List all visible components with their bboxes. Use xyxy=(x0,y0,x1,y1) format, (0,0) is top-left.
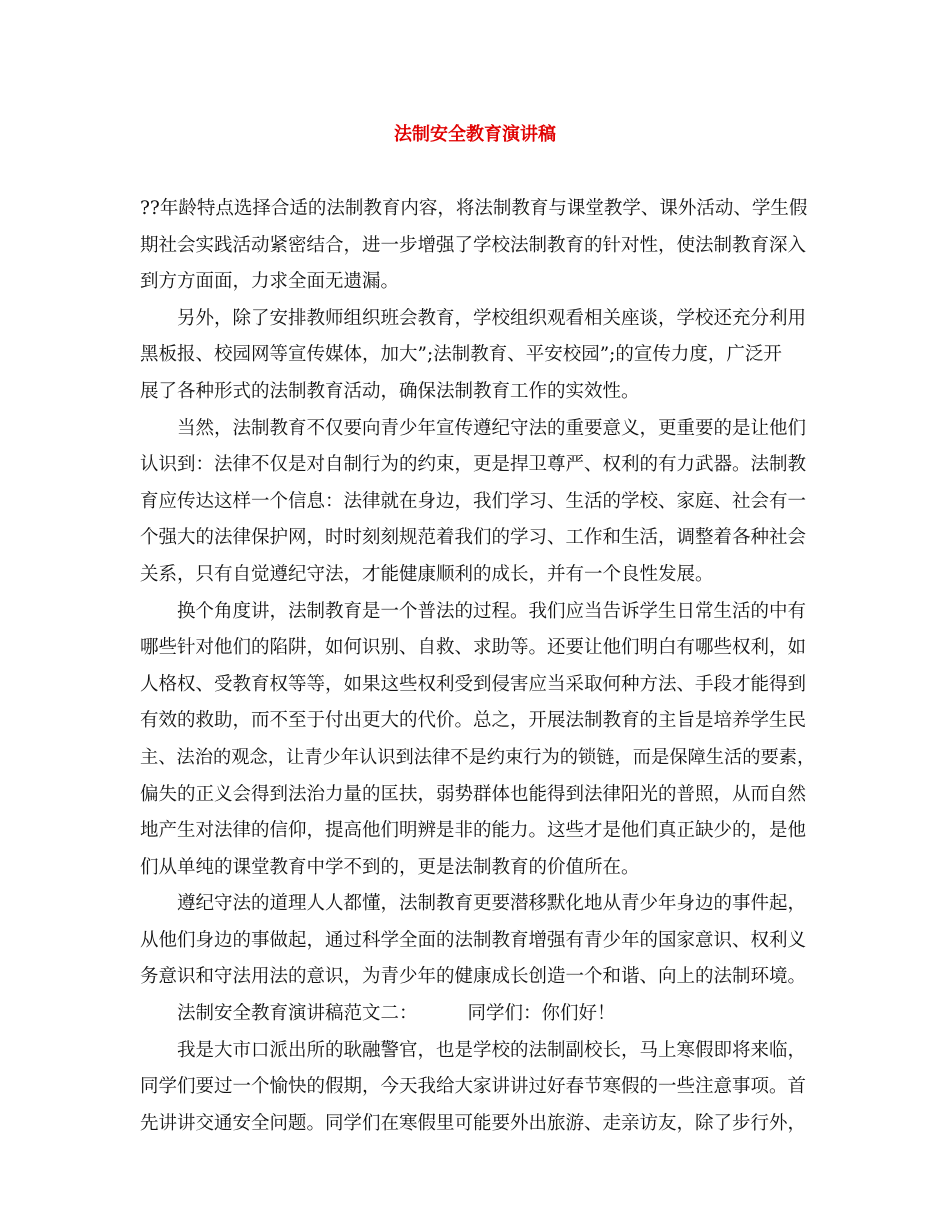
greeting: 同学们：你们好！ xyxy=(467,1003,616,1025)
text-line: 从他们身边的事做起，通过科学全面的法制教育增强有青少年的国家意识、权利义 xyxy=(140,929,807,951)
text-line: ??年龄特点选择合适的法制教育内容，将法制教育与课堂教学、课外活动、学生假 xyxy=(140,198,808,219)
document-body xyxy=(140,191,816,1142)
text-line: 当然，法制教育不仅要向青少年宣传遵纪守法的重要意义，更重要的是让他们 xyxy=(177,417,807,439)
text-line-heading xyxy=(140,996,816,1033)
text-line: 关系，只有自觉遵纪守法，才能健康顺利的成长，并有一个良性发展。 xyxy=(140,563,714,585)
text-line: 有效的救助，而不至于付出更大的代价。总之，开展法制教育的主旨是培养学生民 xyxy=(140,710,807,732)
text-line: 换个角度讲，法制教育是一个普法的过程。我们应当告诉学生日常生活的中有 xyxy=(177,600,807,622)
text-line: 育应传达这样一个信息：法律就在身边，我们学习、生活的学校、家庭、社会有一 xyxy=(140,490,807,512)
text-line: 哪些针对他们的陷阱，如何识别、自救、求助等。还要让他们明白有哪些权利，如 xyxy=(140,637,807,659)
text-line: 认识到：法律不仅是对自制行为的约束，更是捍卫尊严、权利的有力武器。法制教 xyxy=(140,454,807,476)
text-line: 偏失的正义会得到法治力量的匡扶，弱势群体也能得到法律阳光的普照，从而自然 xyxy=(140,783,807,805)
text-line: 主、法治的观念，让青少年认识到法律不是约束行为的锁链，而是保障生活的要素， xyxy=(140,746,816,768)
text-line: 个强大的法律保护网，时时刻刻规范着我们的学习、工作和生活，调整着各种社会 xyxy=(140,527,807,549)
text-line: 先讲讲交通安全问题。同学们在寒假里可能要外出旅游、走亲访友，除了步行外， xyxy=(140,1112,807,1134)
text-line: 地产生对法律的信仰，提高他们明辨是非的能力。这些才是他们真正缺少的，是他 xyxy=(140,820,807,842)
text-line: 到方方面面，力求全面无遗漏。 xyxy=(140,271,400,293)
text-line: 黑板报、校园网等宣传媒体，加大”;法制教育、平安校园”;的宣传力度，广泛开 xyxy=(140,344,782,366)
text-line: 展了各种形式的法制教育活动，确保法制教育工作的实效性。 xyxy=(140,380,640,402)
text-line: 另外，除了安排教师组织班会教育，学校组织观看相关座谈，学校还充分利用 xyxy=(177,307,807,329)
text-line: 遵纪守法的道理人人都懂，法制教育更要潜移默化地从青少年身边的事件起， xyxy=(177,893,807,915)
section-heading: 法制安全教育演讲稿范文二： xyxy=(177,1003,418,1025)
text-line: 期社会实践活动紧密结合，进一步增强了学校法制教育的针对性，使法制教育深入 xyxy=(140,234,807,256)
text-line: 我是大市口派出所的耿融警官，也是学校的法制副校长，马上寒假即将来临， xyxy=(177,1039,807,1061)
document-title: 法制安全教育演讲稿 xyxy=(394,124,556,145)
text-line: 们从单纯的课堂教育中学不到的，更是法制教育的价值所在。 xyxy=(140,856,640,878)
text-line: 务意识和守法用法的意识，为青少年的健康成长创造一个和谐、向上的法制环境。 xyxy=(140,966,807,988)
text-line: 人格权、受教育权等等，如果这些权利受到侵害应当采取何种方法、手段才能得到 xyxy=(140,673,807,695)
text-line: 同学们要过一个愉快的假期，今天我给大家讲讲过好春节寒假的一些注意事项。首 xyxy=(140,1076,807,1098)
